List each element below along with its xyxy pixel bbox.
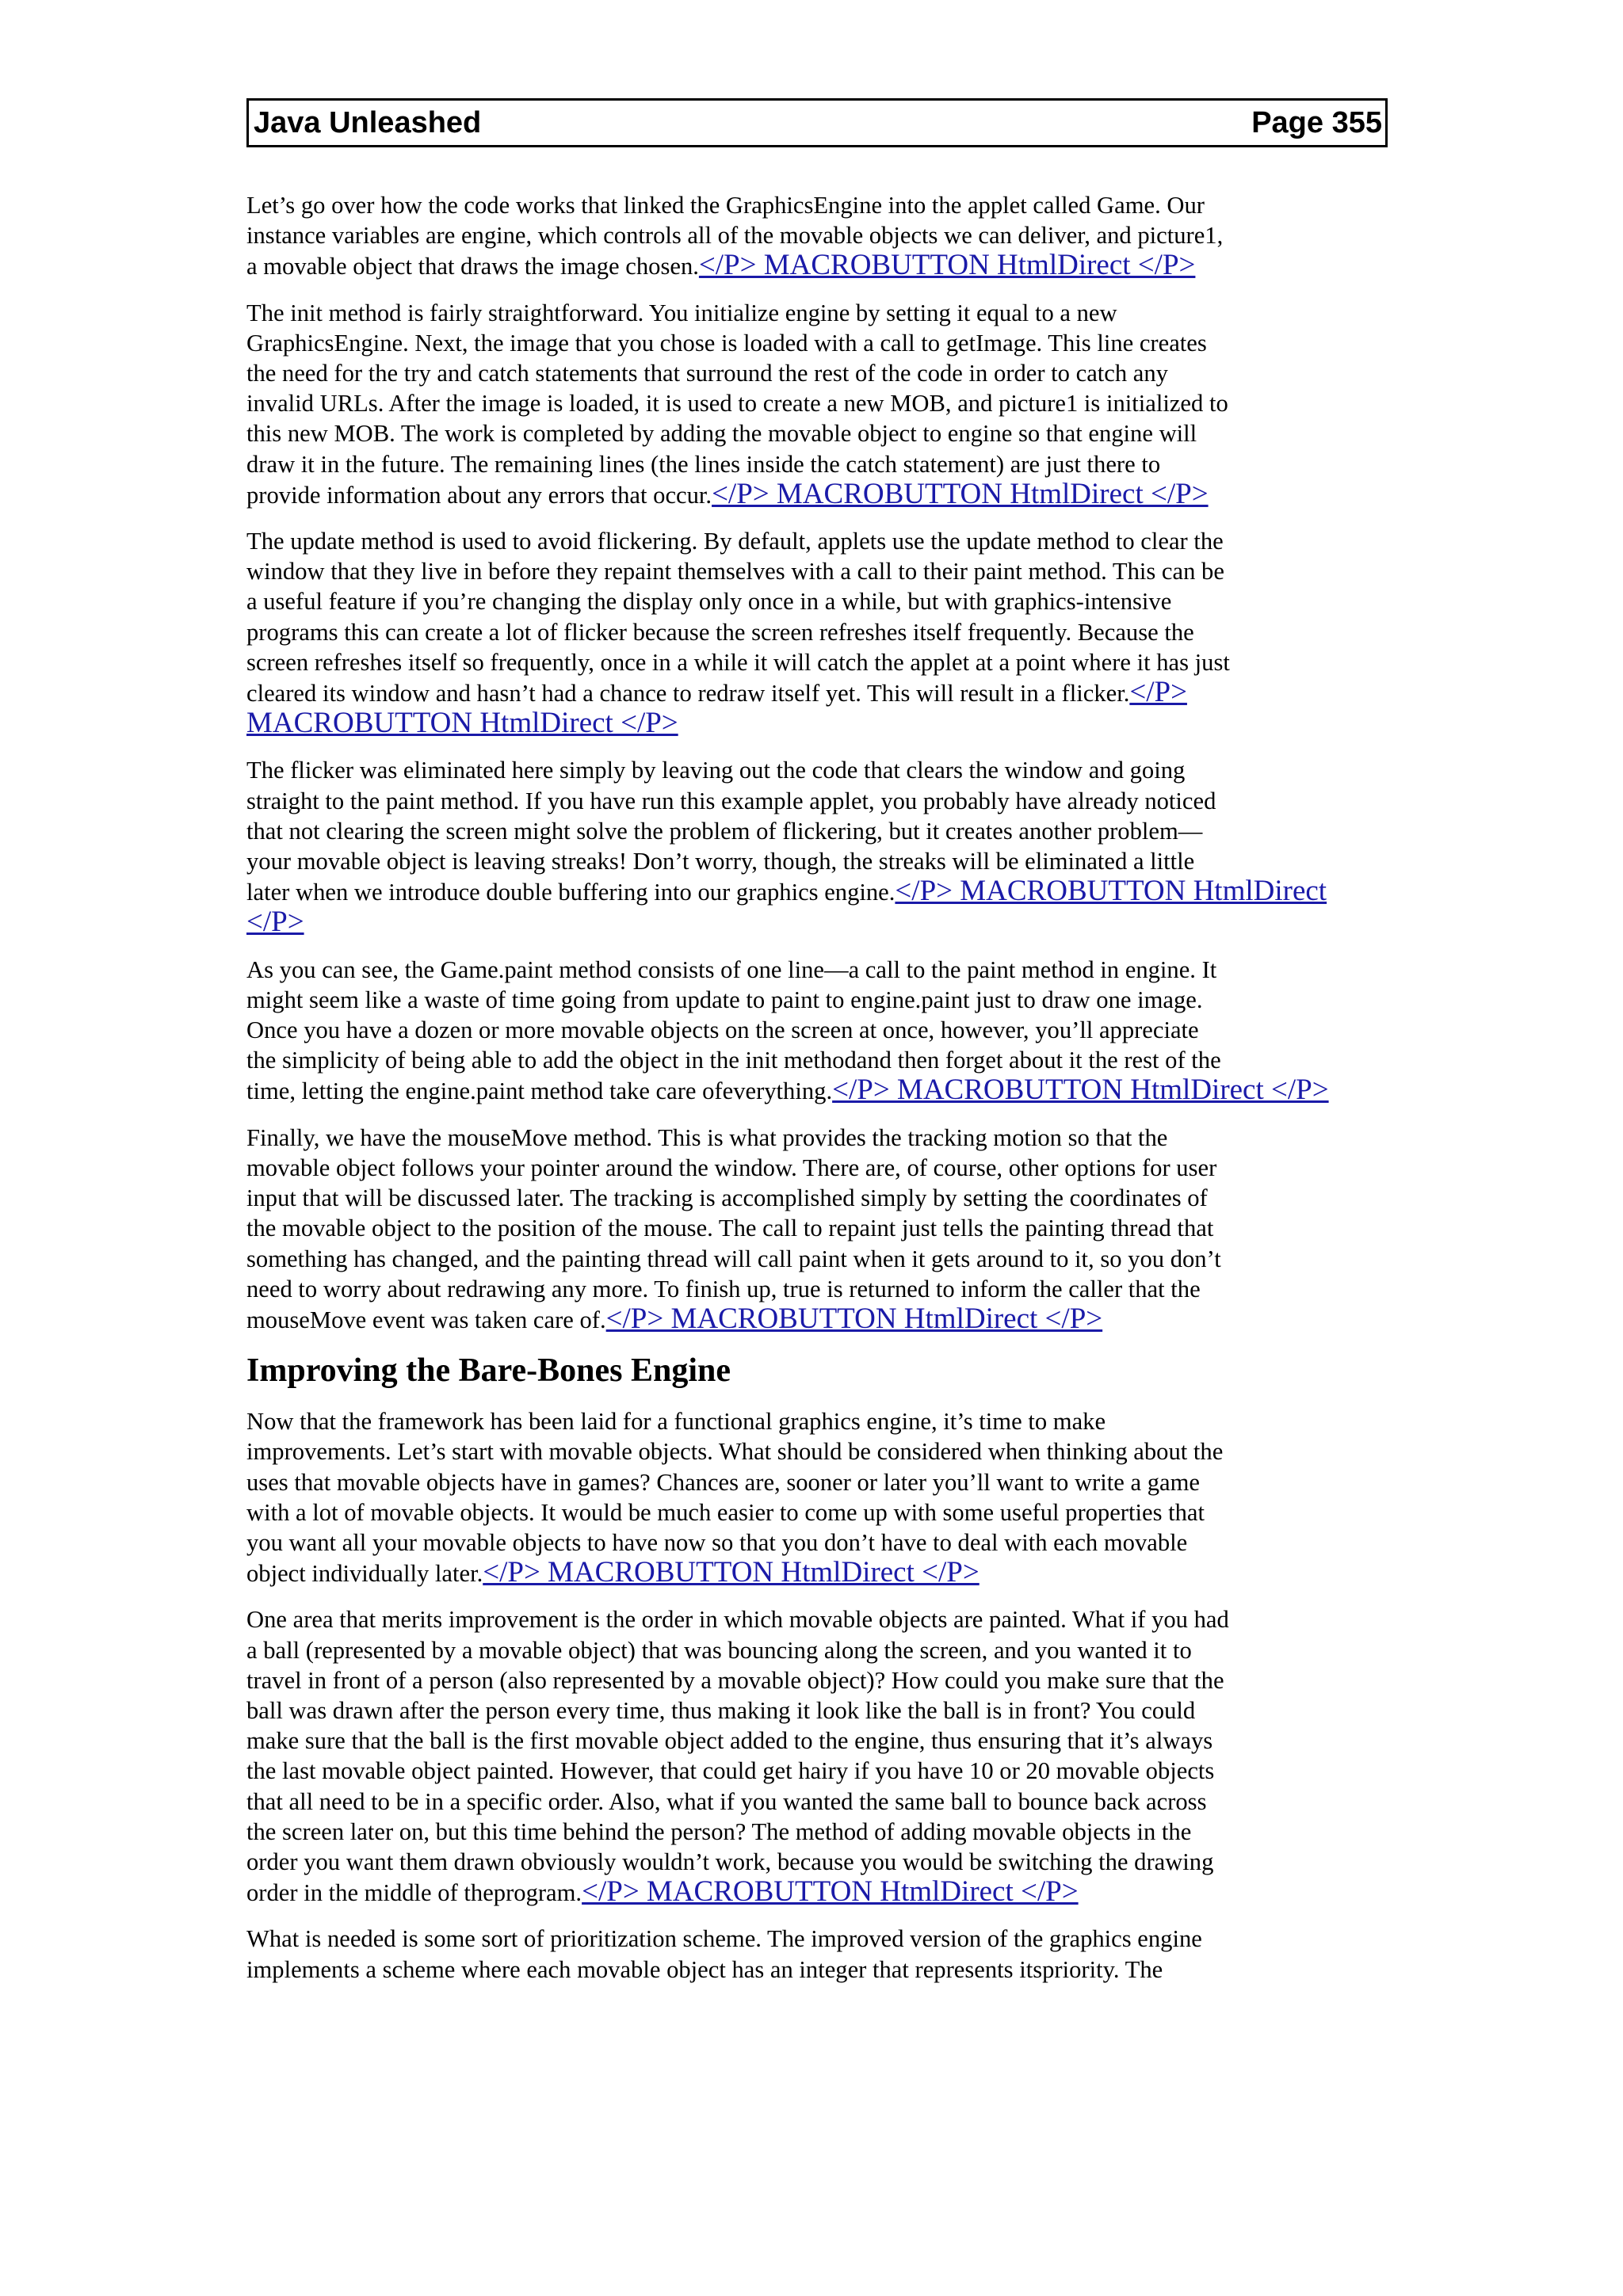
macrobutton-link[interactable]: </P> MACROBUTTON HtmlDirect </P>: [832, 1074, 1329, 1107]
paragraph-text: Now that the framework has been laid for a functional graphics engine, it’s time to make improvements. Let’s start with movable objects. What should be considered when thinking about the uses that movable objects have in games? Chances are, sooner or later you’ll want to write a game with a lot of movable objects. It would be much easier to come up with some useful properties that you want all your movable objects to have now so that you don’t have to deal with each movable object individually later.: [246, 1408, 1224, 1588]
paragraph-text: Finally, we have the mouseMove method. This is what provides the tracking motion so that the movable object follows your pointer around the window. There are, of course, other options for user input that will be discussed later. The tracking is accomplished simply by setting the coordinates of the movable object to the position of the mouse. The call to repaint just tells the painting thread that something has changed, and the painting thread will call paint when it gets around to it, so you don’t need to worry about redrawing any more. To finish up, true is returned to inform the caller that the mouseMove event was taken care of.: [246, 1123, 1221, 1333]
macrobutton-link[interactable]: </P> MACROBUTTON HtmlDirect </P>: [712, 477, 1209, 510]
paragraph-text: What is needed is some sort of prioritization scheme. The improved version of the graphics engine implements a scheme where each movable object has an integer that represents itspriority. The: [246, 1925, 1202, 1983]
paragraph-update-method: [246, 526, 1388, 739]
macrobutton-link[interactable]: </P> MACROBUTTON HtmlDirect </P>: [246, 875, 1327, 939]
paragraph-improvements: [246, 1406, 1388, 1589]
page-number: Page 355: [1251, 106, 1382, 139]
paragraph-code-overview: [246, 190, 1388, 282]
paragraph-paint-order: [246, 1604, 1388, 1908]
paragraph-text: The flicker was eliminated here simply by leaving out the code that clears the window and going straight to the paint method. If you have run this example applet, you probably have already noticed that not clearing the screen might solve the problem of flickering, but it creates another problem— your movable object is leaving streaks! Don’t worry, though, the streaks will be eliminated a little later when we introduce double buffering into our graphics engine.: [246, 757, 1216, 906]
paragraph-text: One area that merits improvement is the order in which movable objects are painted. What if you had a ball (represented by a movable object) that was bouncing along the screen, and you wanted it to travel in front of a person (also represented by a movable object)? How could you make sure that the ball was drawn after the person every time, thus making it look like the ball is in front? You could make sure that the ball is the first movable object added to the engine, thus ensuring that it’s always the last movable object painted. However, that could get hairy if you have 10 or 20 movable objects that all need to be in a specific order. Also, what if you wanted the same ball to bounce back across the screen later on, but this time behind the person? The method of adding movable objects in the order you want them drawn obviously wouldn’t work, because you would be switching the drawing order in the middle of theprogram.: [246, 1606, 1229, 1907]
paragraph-mousemove-method: [246, 1123, 1388, 1335]
page-content: [246, 190, 1388, 1985]
paragraph-text: As you can see, the Game.paint method consists of one line—a call to the paint method in engine. It might seem like a waste of time going from update to paint to engine.paint just to draw one image. Once you have a dozen or more movable objects on the screen at once, however, you’ll appreciate the simplicity of being able to add the object in the init methodand then forget about it the rest of the time, letting the engine.paint method take care ofeverything.: [246, 955, 1221, 1105]
macrobutton-link[interactable]: </P> MACROBUTTON HtmlDirect </P>: [698, 249, 1196, 282]
paragraph-flicker: [246, 755, 1388, 938]
paragraph-text: The init method is fairly straightforward. You initialize engine by setting it equal to a new GraphicsEngine. Next, the image that you chose is loaded with a call to getImage. This line creates the need for the try and catch statements that surround the rest of the code in order to catch any invalid URLs. After the image is loaded, it is used to create a new MOB, and picture1 is initialized to this new MOB. The work is completed by adding the movable object to engine so that engine will draw it in the future. The remaining lines (the lines inside the catch statement) are just there to provide information about any errors that occur.: [246, 299, 1228, 509]
paragraph-paint-method: [246, 955, 1388, 1107]
macrobutton-link[interactable]: </P> MACROBUTTON HtmlDirect </P>: [582, 1875, 1079, 1909]
macrobutton-link[interactable]: </P> MACROBUTTON HtmlDirect </P>: [483, 1556, 980, 1589]
book-title: Java Unleashed: [254, 106, 482, 139]
paragraph-prioritization: [246, 1924, 1388, 1984]
section-heading: Improving the Bare-Bones Engine: [246, 1352, 731, 1390]
paragraph-text: The update method is used to avoid flickering. By default, applets use the update method to clear the window that they live in before they repaint themselves with a call to their paint method. This can be a useful feature if you’re changing the display only once in a while, but with graphics-intensive programs this can create a lot of flicker because the screen refreshes itself frequently. Because the screen refreshes itself so frequently, once in a while it will catch the applet at a point where it has just cleared its window and hasn’t had a chance to redraw itself yet. This will result in a flicker.: [246, 528, 1230, 707]
paragraph-text: Let’s go over how the code works that linked the GraphicsEngine into the applet called Game. Our instance variables are engine, which controls all of the movable objects we can deliver, and picture1, a movable object that draws the image chosen.: [246, 192, 1224, 280]
paragraph-init-method: [246, 298, 1388, 510]
page-header: [246, 98, 1388, 147]
document-page: [246, 98, 1388, 2000]
macrobutton-link[interactable]: </P> MACROBUTTON HtmlDirect </P>: [246, 676, 1187, 740]
macrobutton-link[interactable]: </P> MACROBUTTON HtmlDirect </P>: [605, 1302, 1103, 1335]
